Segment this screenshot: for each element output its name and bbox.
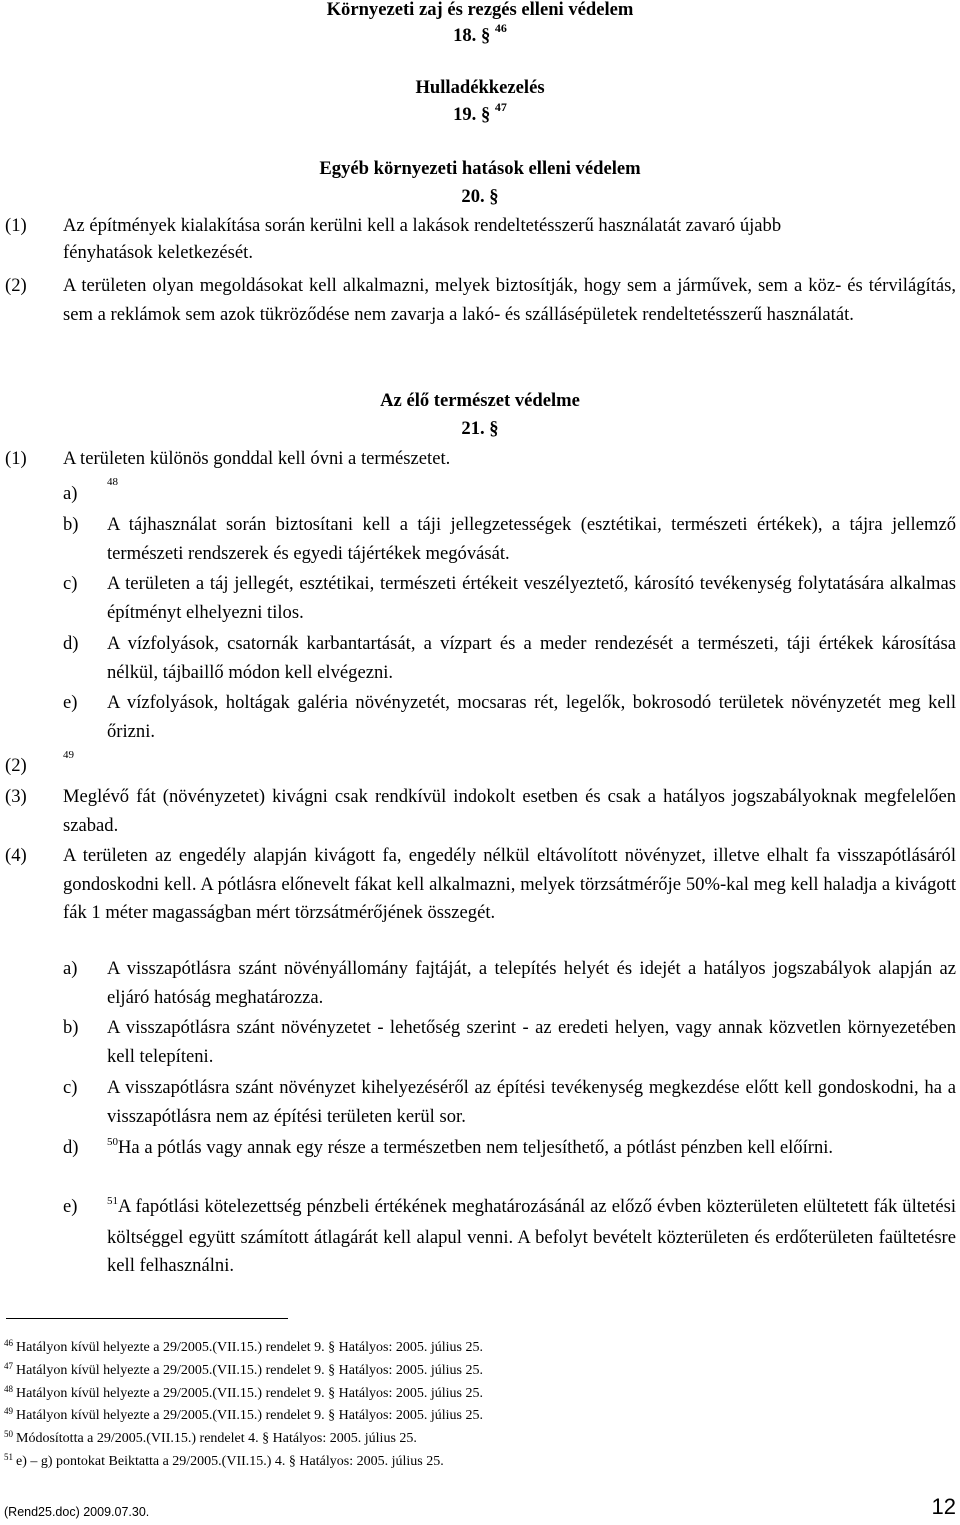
section-19-title: Hulladékkezelés: [415, 77, 545, 98]
footnote-ref-50: 50: [107, 1136, 118, 1148]
item-21-4-c-letter: c): [63, 1077, 78, 1098]
section-18-title: Környezeti zaj és rezgés elleni védelem: [326, 0, 634, 20]
para-21-3-text: Meglévő fát (növényzetet) kivágni csak rendkívül indokolt esetben és csak a hatályos jogszabályoknak megfelelően szabad.: [63, 786, 956, 836]
para-21-2-number: (2): [5, 755, 27, 776]
para-21-1-text: A területen különös gonddal kell óvni a természetet.: [63, 448, 451, 469]
section-21-title: Az élő természet védelme: [380, 390, 580, 411]
para-21-3-number: (3): [5, 786, 27, 807]
item-21-e-letter: e): [63, 692, 78, 713]
item-21-4-d-text: $^{50}$Ha a pótlás vagy annak egy része a természetben nem teljesíthető, a pótlást pénzben kell előírni.: [107, 1136, 834, 1158]
para-21-4-number: (4): [5, 845, 27, 866]
para-21-4-text: A területen az engedély alapján kivágott fa, engedély nélkül eltávolított növényzet, illetve elhalt fa visszapótlásáról gondoskodni kell. A pótlásra előnevelt fákat kell alkalmazni, melyek törzsátmérője 50%-kal meg kell haladja a kivágott fák 1 méter magasságban mért törzsátmérőjének összegét.: [63, 845, 956, 923]
item-21-b-text: A tájhasználat során biztosítani kell a táji jellegzetességek (esztétikai, természeti értékek), a tájra jellemző természeti rendszerek és egyedi tájértékek megóvását.: [107, 514, 956, 564]
para-20-1-line2: fényhatások keletkezését.: [63, 242, 253, 263]
footnote-51: $^{51}$ e) – g) pontokat Beiktatta a 29/2005.(VII.15.) 4. § Hatályos: 2005. július 25.: [4, 1452, 444, 1469]
page-number: 12: [931, 1494, 956, 1519]
item-21-e-text: A vízfolyások, holtágak galéria növényzetét, mocsaras rét, legelők, bokrosodó területek növényzetét meg kell őrizni.: [107, 692, 956, 742]
para-20-1-line1: Az építmények kialakítása során kerülni kell a lakások rendeltetésszerű használatát zavaró újabb: [63, 215, 782, 236]
item-21-4-c-text: A visszapótlásra szánt növényzet kihelyezéséről az építési tevékenység megkezdése előtt kell gondoskodni, ha a visszapótlásra nem az építési területen kerül sor.: [107, 1077, 956, 1127]
footnote-49: $^{49}$ Hatályon kívül helyezte a 29/2005.(VII.15.) rendelet 9. § Hatályos: 2005. július 25.: [4, 1406, 483, 1423]
footnote-48: $^{48}$ Hatályon kívül helyezte a 29/2005.(VII.15.) rendelet 9. § Hatályos: 2005. július 25.: [4, 1384, 483, 1401]
section-20-title: Egyéb környezeti hatások elleni védelem: [319, 158, 641, 179]
item-21-c-letter: c): [63, 573, 78, 594]
item-21-d-text: A vízfolyások, csatornák karbantartását, a vízpart és a meder rendezését a természeti, táji értékek károsítása nélkül, tájbaillő módon kell elvégezni.: [107, 633, 956, 683]
para-20-2-number: (2): [5, 275, 27, 296]
item-21-a-letter: a): [63, 483, 78, 504]
item-21-c-text: A területen a táj jellegét, esztétikai, természeti értékeit veszélyeztető, károsító tevékenység folytatására alkalmas építményt elhelyezni tilos.: [107, 573, 956, 623]
item-21-d-letter: d): [63, 633, 79, 654]
section-18-number: 18. § $^{46}$: [453, 21, 507, 46]
item-21-4-e-text: $^{51}$A fapótlási kötelezettség pénzbeli értékének meghatározásánál az előző évben közterületen elültetett fák ültetési költséggel együtt számított átlagárát kell alapul venni. A befolyt bevételt közterületen és erdőterületen faültetésre kell felhasználni.: [107, 1195, 956, 1276]
item-21-4-a-text: A visszapótlásra szánt növényállomány fajtáját, a telepítés helyét és idejét a hatályos jogszabályok alapján az eljáró hatóság meghatározza.: [107, 958, 956, 1008]
footnote-ref-51: 51: [107, 1195, 118, 1207]
footnote-46: $^{46}$ Hatályon kívül helyezte a 29/2005.(VII.15.) rendelet 9. § Hatályos: 2005. július 25.: [4, 1338, 483, 1355]
item-21-4-b-letter: b): [63, 1017, 79, 1038]
item-21-4-a-letter: a): [63, 958, 78, 979]
section-20-number: 20. §: [461, 186, 499, 207]
section-21-number: 21. §: [461, 418, 499, 439]
footnote-47: $^{47}$ Hatályon kívül helyezte a 29/2005.(VII.15.) rendelet 9. § Hatályos: 2005. július 25.: [4, 1361, 483, 1378]
section-19-number: 19. § $^{47}$: [453, 100, 507, 125]
item-21-4-b-text: A visszapótlásra szánt növényzetet - lehetőség szerint - az eredeti helyen, vagy annak közvetlen környezetében kell telepíteni.: [107, 1017, 956, 1067]
footnote-ref-48: 48: [107, 476, 118, 488]
footnote-50: $^{50}$ Módosította a 29/2005.(VII.15.) rendelet 4. § Hatályos: 2005. július 25.: [4, 1429, 417, 1446]
item-21-b-letter: b): [63, 514, 79, 535]
para-20-2-text: A területen olyan megoldásokat kell alkalmazni, melyek biztosítják, hogy sem a járművek, sem a köz- és térvilágítás, sem a reklámok sem azok tükröződése nem zavarja a lakó- és szállásépületek rendeltetésszerű használatát.: [63, 275, 956, 325]
para-20-1-number: (1): [5, 215, 27, 236]
item-21-4-e-letter: e): [63, 1196, 78, 1217]
footer-filename: (Rend25.doc) 2009.07.30.: [4, 1505, 150, 1519]
para-21-1-number: (1): [5, 448, 27, 469]
footnote-ref-49: 49: [63, 749, 74, 761]
footnote-separator: [6, 1318, 288, 1319]
footnote-ref-46: 46: [494, 21, 507, 35]
footnote-ref-47: 47: [494, 100, 507, 114]
item-21-4-d-letter: d): [63, 1137, 79, 1158]
